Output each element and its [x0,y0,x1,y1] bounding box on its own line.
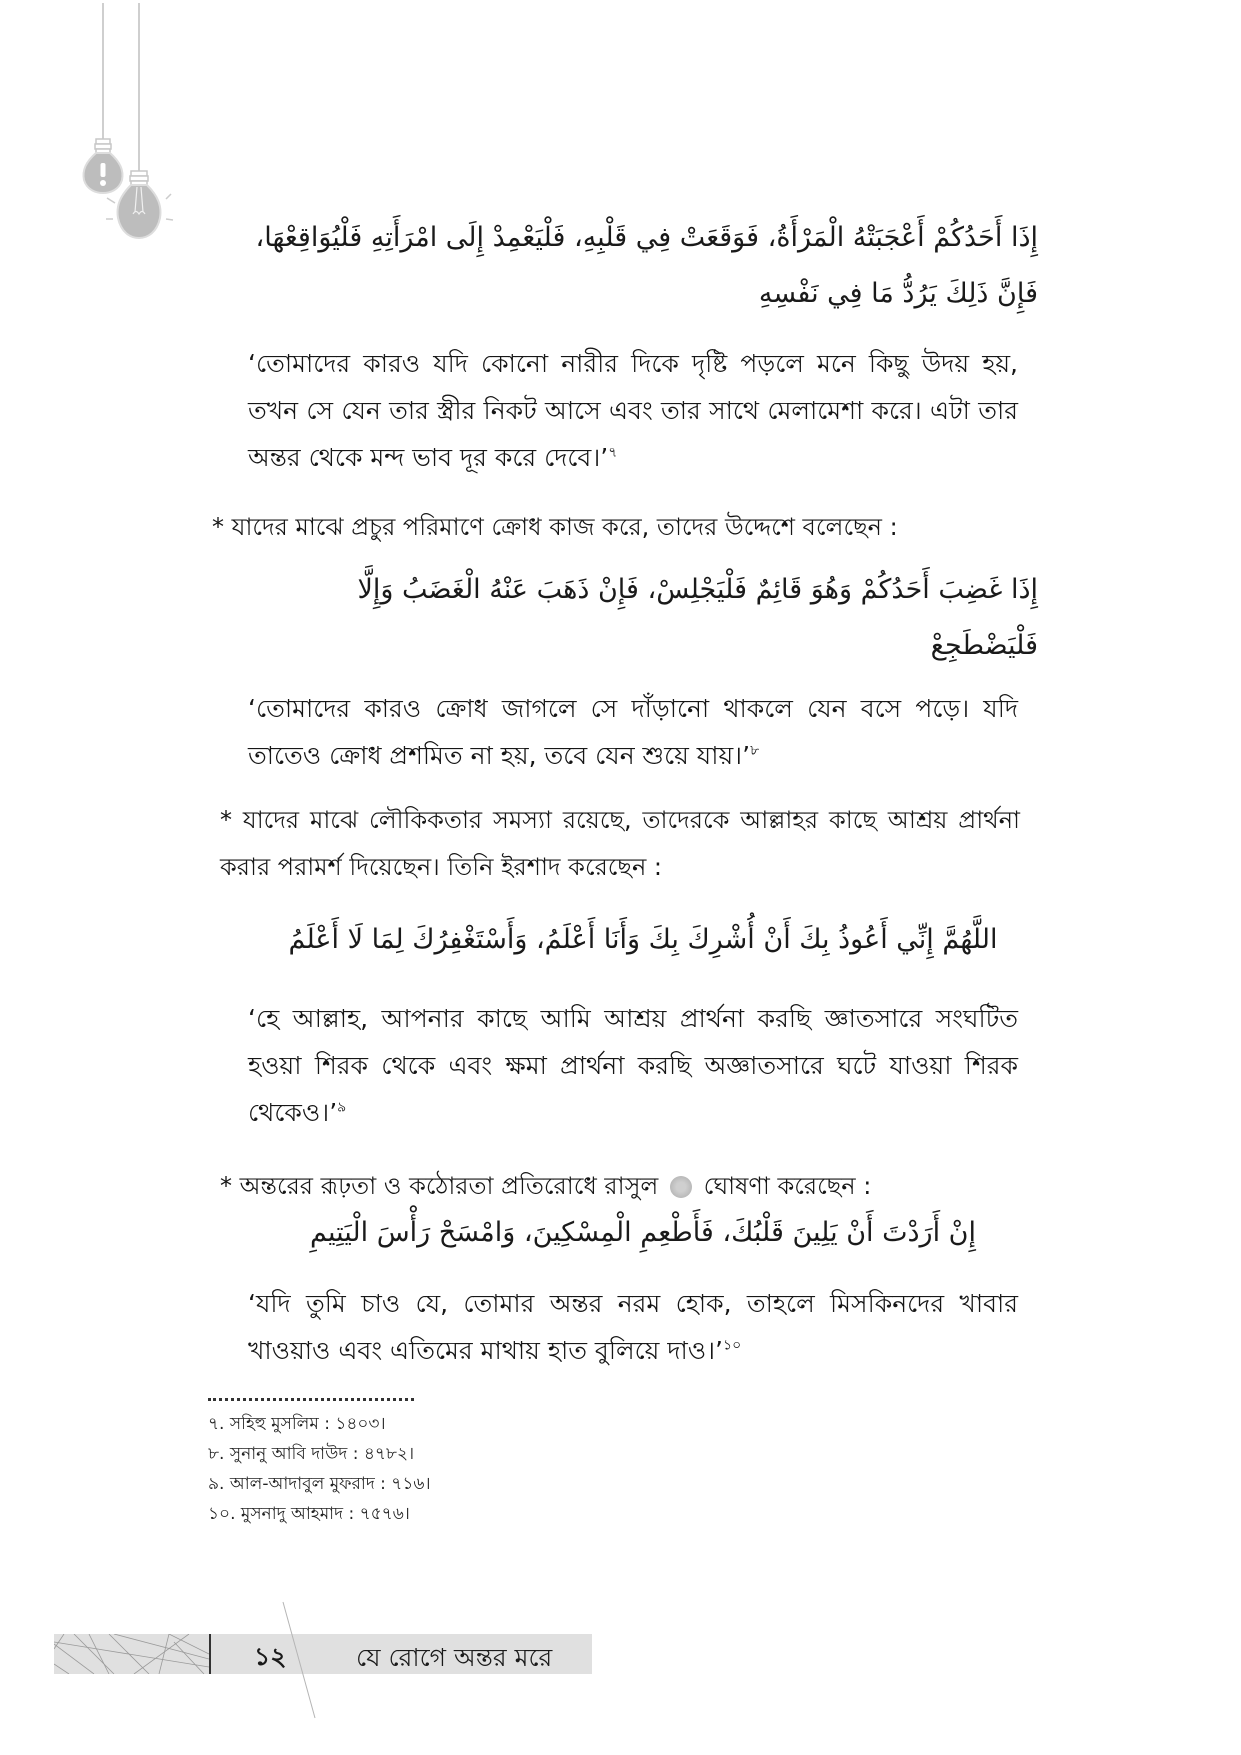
footnote-item: ৯. আল-আদাবুল মুফরাদ : ৭১৬। [208,1474,431,1494]
arabic-line: فَلْيَضْطَجِعْ [930,630,1038,661]
footnote-divider [208,1398,414,1401]
bullet-point [220,1163,1020,1210]
footer-divider [209,1634,211,1674]
arabic-line: إِذَا أَحَدُكُمْ أَعْجَبَتْهُ الْمَرْأَةُ، فَوَقَعَتْ فِي قَلْبِهِ، فَلْيَعْمِدْ إِلَى امْرَأَتِهِ فَلْيُوَاقِعْهَا، [255,222,1038,253]
bullet-text: ঘোষণা করেছেন : [703,1172,872,1200]
translation-text: ‘তোমাদের কারও ক্রোধ জাগলে সে দাঁড়ানো থাকলে যেন বসে পড়ে। যদি তাতেও ক্রোধ প্রশমিত না হয়, তবে যেন শুয়ে যায়।’ [248,694,1018,770]
translation-text: ‘তোমাদের কারও যদি কোনো নারীর দিকে দৃষ্টি পড়লে মনে কিছু উদয় হয়, তখন সে যেন তার স্ত্রীর নিকট আসে এবং তার সাথে মেলামেশা করে। এটা তার অন্তর থেকে মন্দ ভাব দূর করে দেবে।’ [248,349,1018,472]
bengali-translation [248,340,1018,481]
running-book-title: যে রোগে অন্তর মরে [356,1643,553,1672]
bullet-text: * অন্তরের রূঢ়তা ও কঠোরতা প্রতিরোধে রাসুল [220,1172,659,1200]
bengali-translation [248,1280,1018,1374]
arabic-line: اللَّهُمَّ إِنِّي أَعُوذُ بِكَ أَنْ أُشْرِكَ بِكَ وَأَنَا أَعْلَمُ، وَأَسْتَغْفِرُكَ لِمَا لَا أَعْلَمُ [288,924,998,955]
bullet-point [220,797,1020,891]
footnote-item: ৭. সহিহু মুসলিম : ১৪০৩। [208,1414,386,1434]
arabic-line: فَإِنَّ ذَلِكَ يَرُدُّ مَا فِي نَفْسِهِ [758,278,1038,309]
hanging-light-bulbs-icon [60,0,240,240]
page-footer [54,1634,592,1674]
line-pattern-decoration [54,1634,209,1674]
arabic-line: إِنْ أَرَدْتَ أَنْ يَلِينَ قَلْبُكَ، فَأَطْعِمِ الْمِسْكِينَ، وَامْسَحْ رَأْسَ الْيَتِيمِ [309,1217,977,1248]
footnote-item: ১০. মুসনাদু আহমাদ : ৭৫৭৬। [208,1504,410,1524]
arabic-line: إِذَا غَضِبَ أَحَدُكُمْ وَهُوَ قَائِمٌ فَلْيَجْلِسْ، فَإِنْ ذَهَبَ عَنْهُ الْغَضَبُ وَإِلَّا [357,574,1038,605]
bullet-text: * যাদের মাঝে প্রচুর পরিমাণে ক্রোধ কাজ করে, তাদের উদ্দেশে বলেছেন : [212,513,898,541]
footnote-reference[interactable]: ৭ [608,444,618,461]
salawat-calligraphy-icon [670,1176,692,1198]
footnote-reference[interactable]: ৯ [337,1099,347,1116]
bullet-text: * যাদের মাঝে লৌকিকতার সমস্যা রয়েছে, তাদেরকে আল্লাহর কাছে আশ্রয় প্রার্থনা করার পরামর্শ দিয়েছেন। তিনি ইরশাদ করেছেন : [220,806,1020,881]
translation-text: ‘যদি তুমি চাও যে, তোমার অন্তর নরম হোক, তাহলে মিসকিনদের খাবার খাওয়াও এবং এতিমের মাথায় হাত বুলিয়ে দাও।’ [248,1289,1018,1365]
page-number: ১২ [254,1642,287,1671]
bengali-translation [248,995,1018,1136]
footnote-reference[interactable]: ১০ [723,1337,742,1354]
translation-text: ‘হে আল্লাহ, আপনার কাছে আমি আশ্রয় প্রার্থনা করছি জ্ঞাতসারে সংঘটিত হওয়া শিরক থেকে এবং ক্ষমা প্রার্থনা করছি অজ্ঞাতসারে ঘটে যাওয়া শিরক থেকেও।’ [248,1004,1018,1127]
footnotes-section [208,1398,608,1529]
arabic-hadith-quote [248,562,1038,674]
arabic-hadith-quote [248,1205,1038,1261]
bullet-point [212,504,1042,551]
decorative-slash-line [280,1600,320,1720]
footnote-item: ৮. সুনানু আবি দাউদ : ৪৭৮২। [208,1444,415,1464]
light-bulb-exclamation-icon [84,139,123,193]
bengali-translation [248,685,1018,779]
footnote-reference[interactable]: ৮ [750,742,760,759]
arabic-hadith-quote [248,210,1038,322]
arabic-dua-quote [248,912,1038,968]
